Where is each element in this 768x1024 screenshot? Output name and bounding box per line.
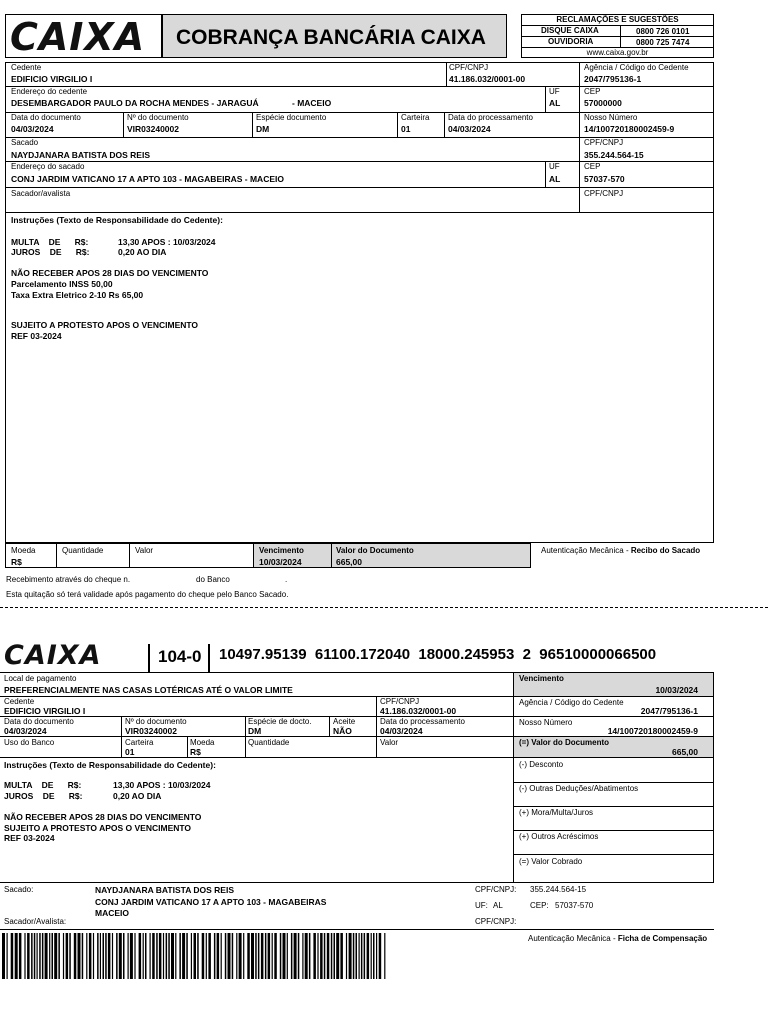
nosso-numero-label: Nosso Número xyxy=(584,113,638,122)
instructions-title: Instruções (Texto de Responsabilidade do Cedente): xyxy=(11,215,223,225)
barcode-bar xyxy=(364,933,366,979)
barcode-bar xyxy=(69,933,71,979)
barcode-bar xyxy=(24,933,25,979)
barcode-bar xyxy=(217,933,220,979)
barcode-bar xyxy=(34,933,36,979)
valor-documento-value-2: 665,00 xyxy=(672,747,698,757)
barcode-bar xyxy=(334,933,336,979)
sacado-cpf-value-2: 355.244.564-15 xyxy=(530,885,587,894)
barcode-bar xyxy=(52,933,54,979)
do-banco-note: do Banco xyxy=(196,575,230,584)
cnpj-label: CPF/CNPJ xyxy=(449,63,489,72)
barcode-bar xyxy=(197,933,199,979)
num-documento-label-2: Nº do documento xyxy=(125,717,187,726)
cidade-cedente-value: - MACEIO xyxy=(292,98,332,108)
agencia-label-2: Agência / Código do Cedente xyxy=(519,698,624,707)
protesto-note-2: SUJEITO A PROTESTO APOS O VENCIMENTO xyxy=(4,823,192,833)
vencimento-label-2: Vencimento xyxy=(519,674,564,683)
data-documento-value-2: 04/03/2024 xyxy=(4,726,47,736)
barcode-bar xyxy=(89,933,92,979)
ref-note-2: REF 03-2024 xyxy=(4,833,55,843)
protesto-note: SUJEITO A PROTESTO APOS O VENCIMENTO xyxy=(11,320,199,330)
barcode-bar xyxy=(194,933,197,979)
barcode-bar xyxy=(243,933,244,979)
cep-sacado-value: 57037-570 xyxy=(584,174,625,184)
barcode-bar xyxy=(214,933,216,979)
cnpj-value-2: 41.186.032/0001-00 xyxy=(380,706,457,716)
barcode-bar xyxy=(119,933,122,979)
barcode-bar xyxy=(128,933,129,979)
barcode-bar xyxy=(327,933,330,979)
bank-code: 104-0 xyxy=(158,647,202,666)
agencia-value: 2047/795136-1 xyxy=(584,74,642,84)
especie-docto-value: DM xyxy=(248,726,262,736)
barcode-bar xyxy=(86,933,87,979)
barcode-bar xyxy=(152,933,155,979)
barcode-bar xyxy=(11,933,14,979)
barcode-bar xyxy=(265,933,267,979)
barcode-bar xyxy=(336,933,339,979)
carteira-value: 01 xyxy=(401,124,411,134)
disque-label: DISQUE CAIXA xyxy=(541,26,599,35)
barcode-bar xyxy=(54,933,57,979)
autenticacao-ficha: Autenticação Mecânica - Ficha de Compensação xyxy=(528,934,708,943)
mora-label: (+) Mora/Multa/Juros xyxy=(519,808,594,817)
num-documento-label: Nº do documento xyxy=(127,113,189,122)
agencia-label: Agência / Código do Cedente xyxy=(584,63,689,72)
barcode-bar xyxy=(191,933,192,979)
barcode-bar xyxy=(298,933,300,979)
barcode-bar xyxy=(247,933,250,979)
sacado-value-2: NAYDJANARA BATISTA DOS REIS xyxy=(95,885,235,895)
barcode-bar xyxy=(313,933,316,979)
barcode-bar xyxy=(287,933,288,979)
caixa-site-link[interactable]: www.caixa.gov.br xyxy=(586,48,649,57)
barcode-bar xyxy=(206,933,207,979)
barcode-bar xyxy=(143,933,144,979)
barcode-bar xyxy=(371,933,372,979)
page-title: COBRANÇA BANCÁRIA CAIXA xyxy=(176,26,486,49)
carteira-label: Carteira xyxy=(401,113,430,122)
especie-docto-label: Espécie de docto. xyxy=(248,717,312,726)
desconto-label: (-) Desconto xyxy=(519,760,564,769)
barcode-bar xyxy=(309,933,311,979)
barcode-bar xyxy=(100,933,101,979)
barcode-bar xyxy=(49,933,50,979)
valor-documento-value: 665,00 xyxy=(336,557,362,567)
barcode-bar xyxy=(367,933,370,979)
data-documento-label: Data do documento xyxy=(11,113,81,122)
caixa-logo: CAIXA xyxy=(10,15,146,59)
endereco-sacado-label: Endereço do sacado xyxy=(11,162,85,171)
uf-sacado-label: UF xyxy=(549,162,560,171)
nosso-numero-value: 14/100720180002459-9 xyxy=(584,124,675,134)
barcode-bar xyxy=(2,933,5,979)
juros-label-2: JUROS DE R$: xyxy=(4,791,83,801)
quantidade-label: Quantidade xyxy=(62,546,104,555)
cep-label-2: CEP: xyxy=(530,901,549,910)
uso-banco-label: Uso do Banco xyxy=(4,738,55,747)
nao-receber-note: NÃO RECEBER APOS 28 DIAS DO VENCIMENTO xyxy=(11,268,209,278)
cep-cedente-value: 57000000 xyxy=(584,98,622,108)
data-documento-label-2: Data do documento xyxy=(4,717,74,726)
vencimento-value: 10/03/2024 xyxy=(259,557,302,567)
digitable-line[interactable]: 10497.95139 61100.172040 18000.245953 2 96510000066500 xyxy=(219,646,657,663)
barcode-bar xyxy=(45,933,48,979)
barcode-bar xyxy=(280,933,282,979)
local-pagamento-label: Local de pagamento xyxy=(4,674,77,683)
sacado-label-2: Sacado: xyxy=(4,885,34,894)
moeda-value: R$ xyxy=(11,557,22,567)
multa-label: MULTA DE R$: xyxy=(11,237,89,247)
barcode-bar xyxy=(225,933,227,979)
barcode-bar xyxy=(202,933,205,979)
barcode-bar xyxy=(175,933,176,979)
barcode-bar xyxy=(221,933,222,979)
parcelamento-note: Parcelamento INSS 50,00 xyxy=(11,279,113,289)
barcode-bar xyxy=(353,933,355,979)
barcode-bar xyxy=(27,933,30,979)
barcode-bar xyxy=(356,933,358,979)
uf-cedente-label: UF xyxy=(549,87,560,96)
barcode-bar xyxy=(379,933,382,979)
barcode-bar xyxy=(320,933,323,979)
disque-phone: 0800 726 0101 xyxy=(636,27,690,36)
moeda-label: Moeda xyxy=(11,546,36,555)
barcode-bar xyxy=(163,933,164,979)
endereco-cedente-value: DESEMBARGADOR PAULO DA ROCHA MENDES - JARAGUÁ xyxy=(11,98,259,108)
num-documento-value: VIR03240002 xyxy=(127,124,179,134)
barcode xyxy=(2,933,386,979)
barcode-bar xyxy=(305,933,308,979)
barcode-bar xyxy=(19,933,22,979)
barcode-bar xyxy=(359,933,360,979)
barcode-bar xyxy=(349,933,352,979)
vencimento-label: Vencimento xyxy=(259,546,304,555)
barcode-bar xyxy=(112,933,113,979)
barcode-bar xyxy=(291,933,293,979)
barcode-bar xyxy=(78,933,81,979)
barcode-bar xyxy=(103,933,105,979)
data-processamento-value-2: 04/03/2024 xyxy=(380,726,423,736)
multa-value-2: 13,30 APOS : 10/03/2024 xyxy=(113,780,211,790)
barcode-bar xyxy=(232,933,234,979)
ref-note: REF 03-2024 xyxy=(11,331,62,341)
barcode-bar xyxy=(324,933,326,979)
sacador-cpf-label: CPF/CNPJ xyxy=(584,189,624,198)
instructions-box xyxy=(5,212,714,543)
uf-value-2: AL xyxy=(493,901,503,910)
barcode-bar xyxy=(258,933,260,979)
sacado-address-line2: MACEIO xyxy=(95,908,129,918)
barcode-bar xyxy=(302,933,303,979)
outras-deducoes-label: (-) Outras Deduções/Abatimentos xyxy=(519,784,639,793)
barcode-bar xyxy=(251,933,254,979)
cnpj-label-2: CPF/CNPJ xyxy=(380,697,420,706)
barcode-bar xyxy=(361,933,363,979)
barcode-bar xyxy=(186,933,188,979)
sacador-label: Sacador/avalista xyxy=(11,189,71,198)
data-documento-value: 04/03/2024 xyxy=(11,124,54,134)
sacado-value: NAYDJANARA BATISTA DOS REIS xyxy=(11,150,151,160)
barcode-bar xyxy=(171,933,174,979)
cut-line xyxy=(0,607,768,608)
quitacao-note: Esta quitação só terá validade após pagamento do cheque pelo Banco Sacado. xyxy=(6,590,289,599)
barcode-bar xyxy=(130,933,133,979)
sacado-label: Sacado xyxy=(11,138,39,147)
cep-cedente-label: CEP xyxy=(584,87,601,96)
quantidade-label-2: Quantidade xyxy=(248,738,290,747)
valor-cobrado-label: (=) Valor Cobrado xyxy=(519,857,583,866)
recebimento-note: Recebimento através do cheque n. xyxy=(6,575,131,584)
barcode-bar xyxy=(145,933,147,979)
barcode-bar xyxy=(384,933,385,979)
local-pagamento-value: PREFERENCIALMENTE NAS CASAS LOTÉRICAS ATÉ O VALOR LIMITE xyxy=(4,685,293,695)
cedente-value-2: EDIFICIO VIRGILIO I xyxy=(4,706,86,716)
barcode-bar xyxy=(123,933,125,979)
sacado-cpf-label: CPF/CNPJ xyxy=(584,138,624,147)
barcode-bar xyxy=(82,933,84,979)
carteira-label-2: Carteira xyxy=(125,738,154,747)
valor-documento-label-2: (=) Valor do Documento xyxy=(519,738,610,747)
nosso-numero-label-2: Nosso Número xyxy=(519,718,573,727)
data-processamento-label-2: Data do processamento xyxy=(380,717,465,726)
barcode-bar xyxy=(236,933,237,979)
barcode-bar xyxy=(116,933,118,979)
uf-cedente-value: AL xyxy=(549,98,561,108)
juros-value-2: 0,20 AO DIA xyxy=(113,791,162,801)
barcode-bar xyxy=(139,933,142,979)
barcode-bar xyxy=(156,933,158,979)
barcode-bar xyxy=(255,933,257,979)
vencimento-value-2: 10/03/2024 xyxy=(655,685,698,695)
ficha-label: Ficha de Compensação xyxy=(617,934,708,943)
barcode-bar xyxy=(179,933,181,979)
agencia-value-2: 2047/795136-1 xyxy=(640,706,698,716)
ouvidoria-phone: 0800 725 7474 xyxy=(636,38,690,47)
especie-value: DM xyxy=(256,124,270,134)
num-documento-value-2: VIR03240002 xyxy=(125,726,177,736)
barcode-bar xyxy=(294,933,297,979)
barcode-bar xyxy=(159,933,162,979)
barcode-bar xyxy=(42,933,44,979)
multa-value: 13,30 APOS : 10/03/2024 xyxy=(118,237,216,247)
cnpj-value: 41.186.032/0001-00 xyxy=(449,74,526,84)
barcode-bar xyxy=(239,933,242,979)
barcode-bar xyxy=(39,933,41,979)
barcode-bar xyxy=(261,933,264,979)
barcode-bar xyxy=(63,933,64,979)
aceite-label: Aceite xyxy=(333,717,356,726)
sacado-cpf-value: 355.244.564-15 xyxy=(584,150,644,160)
juros-value: 0,20 AO DIA xyxy=(118,247,167,257)
barcode-bar xyxy=(346,933,347,979)
valor-label-2: Valor xyxy=(380,738,399,747)
moeda-value-2: R$ xyxy=(190,747,201,757)
barcode-bar xyxy=(105,933,107,979)
caixa-logo-small: CAIXA xyxy=(4,640,102,671)
moeda-label-2: Moeda xyxy=(190,738,215,747)
carteira-value-2: 01 xyxy=(125,747,135,757)
autenticacao-recibo: Autenticação Mecânica - Recibo do Sacado xyxy=(541,546,701,555)
barcode-bar xyxy=(97,933,99,979)
period-note: . xyxy=(285,575,288,584)
barcode-bar xyxy=(31,933,32,979)
multa-label-2: MULTA DE R$: xyxy=(4,780,82,790)
barcode-bar xyxy=(376,933,377,979)
sacador-cpf-label-2: CPF/CNPJ: xyxy=(475,917,517,926)
barcode-bar xyxy=(93,933,94,979)
barcode-bar xyxy=(283,933,286,979)
barcode-bar xyxy=(208,933,211,979)
sacado-cpf-label-2: CPF/CNPJ: xyxy=(475,885,517,894)
taxa-extra-note: Taxa Extra Eletrico 2-10 Rs 65,00 xyxy=(11,290,144,300)
endereco-sacado-value: CONJ JARDIM VATICANO 17 A APTO 103 - MAGABEIRAS - MACEIO xyxy=(11,174,284,184)
instructions-title-2: Instruções (Texto de Responsabilidade do Cedente): xyxy=(4,760,216,770)
barcode-bar xyxy=(340,933,343,979)
cedente-label: Cedente xyxy=(11,63,42,72)
barcode-bar xyxy=(150,933,151,979)
barcode-bar xyxy=(228,933,231,979)
barcode-bar xyxy=(7,933,8,979)
contact-heading: RECLAMAÇÕES E SUGESTÕES xyxy=(556,15,679,24)
recibo-label: Recibo do Sacado xyxy=(630,546,701,555)
barcode-bar xyxy=(268,933,271,979)
uf-sacado-value: AL xyxy=(549,174,561,184)
outros-acrescimos-label: (+) Outros Acréscimos xyxy=(519,832,599,841)
barcode-bar xyxy=(74,933,77,979)
nao-receber-note-2: NÃO RECEBER APOS 28 DIAS DO VENCIMENTO xyxy=(4,812,202,822)
barcode-bar xyxy=(274,933,277,979)
barcode-bar xyxy=(37,933,38,979)
barcode-bar xyxy=(66,933,69,979)
cep-sacado-label: CEP xyxy=(584,162,601,171)
barcode-bar xyxy=(168,933,170,979)
nosso-numero-value-2: 14/100720180002459-9 xyxy=(607,726,698,736)
data-processamento-value: 04/03/2024 xyxy=(448,124,491,134)
data-processamento-label: Data do processamento xyxy=(448,113,533,122)
cep-value-2: 57037-570 xyxy=(555,901,594,910)
valor-label: Valor xyxy=(135,546,154,555)
uf-label-2: UF: xyxy=(475,901,488,910)
barcode-bar xyxy=(331,933,333,979)
barcode-bar xyxy=(272,933,273,979)
barcode-bar xyxy=(182,933,185,979)
barcode-bar xyxy=(166,933,168,979)
barcode-bar xyxy=(15,933,18,979)
cedente-value: EDIFICIO VIRGILIO I xyxy=(11,74,93,84)
barcode-bar xyxy=(317,933,318,979)
endereco-cedente-label: Endereço do cedente xyxy=(11,87,88,96)
barcode-bar xyxy=(134,933,135,979)
especie-label: Espécie documento xyxy=(256,113,327,122)
valor-documento-label: Valor do Documento xyxy=(336,546,414,555)
barcode-bar xyxy=(373,933,375,979)
juros-label: JUROS DE R$: xyxy=(11,247,90,257)
barcode-bar xyxy=(58,933,60,979)
ouvidoria-label: OUVIDORIA xyxy=(548,37,594,46)
barcode-bar xyxy=(108,933,111,979)
sacado-address-line1: CONJ JARDIM VATICANO 17 A APTO 103 - MAGABEIRAS xyxy=(95,897,327,907)
aceite-value: NÃO xyxy=(333,726,352,736)
cedente-label-2: Cedente xyxy=(4,697,35,706)
sacador-label-2: Sacador/Avalista: xyxy=(4,917,67,926)
